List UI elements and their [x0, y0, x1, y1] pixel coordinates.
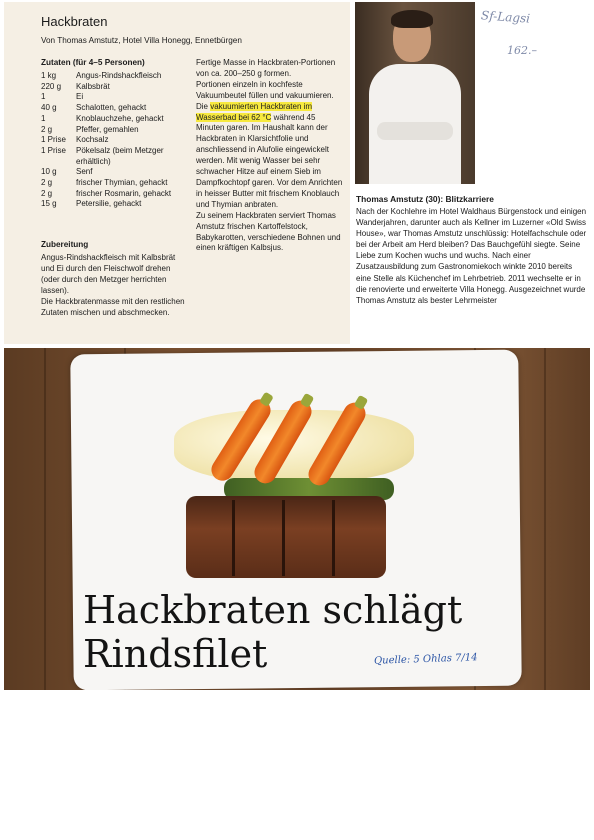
- ingredient-qty: 1 kg: [41, 71, 57, 80]
- ingredient-row: [41, 146, 189, 167]
- ingredient-item: Senf: [76, 167, 93, 177]
- ingredient-qty: 1: [41, 92, 46, 102]
- bio-text: Nach der Kochlehre im Hotel Waldhaus Bürgenstock und einigen Wanderjahren, darunter auch als Kellner im Luzerner «Old Swiss House», war Thomas Amstutz unschlüssig: Hotelfachschule oder bei der Arbeit am Herd bleiben? Das Bauchgefühl siegte. Seine Liebe zum Kochen wuchs und wuchs. Nach einer Zusatzausbildung zum Gastronomiekoch winkte 2010 bereits eine Stelle als Küchenchef im Lehrbetrieb. 2011 wechselte er in die renovierte und erweiterte Villa Honegg. Ausgezeichnet wurde Thomas Amstutz als bester Lehrmeister: [356, 207, 587, 305]
- meatloaf-slice-line: [282, 500, 285, 576]
- method-text-part: Portionen einzeln in kochfeste Vakuumbeutel füllen und vakuumieren. Die: [196, 79, 334, 111]
- ingredient-row: [41, 103, 189, 114]
- prep-text: [41, 252, 186, 318]
- ingredient-qty: 10 g: [41, 167, 57, 177]
- prep-paragraph: Angus-Rindshackfleisch mit Kalbsbrät und Ei durch den Fleischwolf drehen (oder durch den Metzger herrichten lassen).: [41, 253, 176, 295]
- ingredient-qty: 220 g: [41, 81, 62, 91]
- method-paragraph: Zu seinem Hackbraten serviert Thomas Amstutz frischen Kartoffelstock, Babykarotten, verschiedene Bohnen und einen kräftigen Kalbsjus.: [196, 210, 341, 253]
- method-paragraph: [196, 80, 346, 211]
- ingredient-row: [41, 82, 189, 93]
- chef-photo: [355, 2, 475, 184]
- method-paragraph: Fertige Masse in Hackbraten-Portionen von ca. 200–250 g formen.: [196, 58, 336, 78]
- prep-paragraph: Die Hackbratenmasse mit den restlichen Zutaten mischen und abschmecken.: [41, 297, 185, 317]
- ingredient-qty: 1 Prise: [41, 135, 66, 145]
- headline-line: Hackbraten schlägt: [83, 588, 463, 632]
- ingredient-row: [41, 125, 189, 136]
- ingredient-row: [41, 199, 189, 210]
- ingredient-row: [41, 178, 189, 189]
- ingredients-heading: Zutaten (für 4–5 Personen): [41, 58, 145, 67]
- ingredient-item: Pökelsalz (beim Metzger erhältlich): [76, 145, 164, 166]
- recipe-title: Hackbraten: [41, 14, 108, 29]
- wood-grain: [44, 348, 46, 690]
- ingredient-row: [41, 71, 189, 82]
- ingredient-row: [41, 135, 189, 146]
- meatloaf-slice-line: [232, 500, 235, 576]
- ingredient-item: Pfeffer, gemahlen: [76, 124, 139, 134]
- ingredient-item: Kochsalz: [76, 135, 109, 145]
- ingredient-qty: 2 g: [41, 178, 53, 188]
- prep-heading: Zubereitung: [41, 240, 89, 249]
- recipe-byline: Von Thomas Amstutz, Hotel Villa Honegg, Ennetbürgen: [41, 36, 242, 45]
- highlighted-text: vakuumierten Hackbraten im Wasserbad bei 62 °C: [196, 101, 313, 122]
- ingredients-list: [41, 71, 189, 210]
- ingredient-qty: 1: [41, 113, 46, 123]
- handwritten-note: Sf-Lagsi: [480, 8, 531, 26]
- ingredient-item: Schalotten, gehackt: [76, 103, 147, 113]
- meatloaf-slice-line: [332, 500, 335, 576]
- ingredient-item: Ei: [76, 92, 84, 102]
- recipe-clipping: [4, 2, 350, 344]
- ingredient-row: [41, 92, 189, 103]
- ingredient-row: [41, 189, 189, 200]
- ingredient-qty: 1 Prise: [41, 145, 66, 155]
- method-text-part: während 45 Minuten garen. Im Haushalt kann der Hackbraten in Klarsichtfolie und anschliessend in Alufolie eingewickelt werden. Mit wenig Wasser bei sehr schwacher Hitze auf einem Sieb im Dampfkochtopf garen. Vor dem Anrichten in heisser Butter mit frischem Knoblauch und Thymian anbraten.: [196, 112, 343, 209]
- ingredient-qty: 15 g: [41, 199, 57, 209]
- meatloaf: [186, 496, 386, 578]
- source-note: Quelle: 5 Ohlas 7/14: [373, 652, 478, 667]
- ingredient-qty: 40 g: [41, 103, 57, 113]
- ingredient-item: frischer Rosmarin, gehackt: [76, 188, 172, 198]
- ingredient-item: Angus-Rindshackfleisch: [76, 71, 162, 80]
- ingredient-item: frischer Thymian, gehackt: [76, 178, 168, 188]
- chef-arms: [377, 122, 453, 140]
- ingredient-qty: 2 g: [41, 124, 53, 134]
- ingredient-item: Petersilie, gehackt: [76, 199, 142, 209]
- headline-line: Rindsfilet: [83, 632, 268, 676]
- method-text: [196, 58, 346, 254]
- wood-grain: [544, 348, 546, 690]
- chef-hair: [391, 10, 433, 28]
- ingredient-item: Kalbsbrät: [76, 81, 110, 91]
- bio-clipping: [351, 2, 591, 344]
- ingredient-row: [41, 167, 189, 178]
- ingredient-row: [41, 114, 189, 125]
- handwritten-price: 162.–: [507, 44, 537, 57]
- ingredient-qty: 2 g: [41, 188, 53, 198]
- ingredient-item: Knoblauchzehe, gehackt: [76, 113, 164, 123]
- bio-heading: Thomas Amstutz (30): Blitzkarriere: [356, 194, 494, 204]
